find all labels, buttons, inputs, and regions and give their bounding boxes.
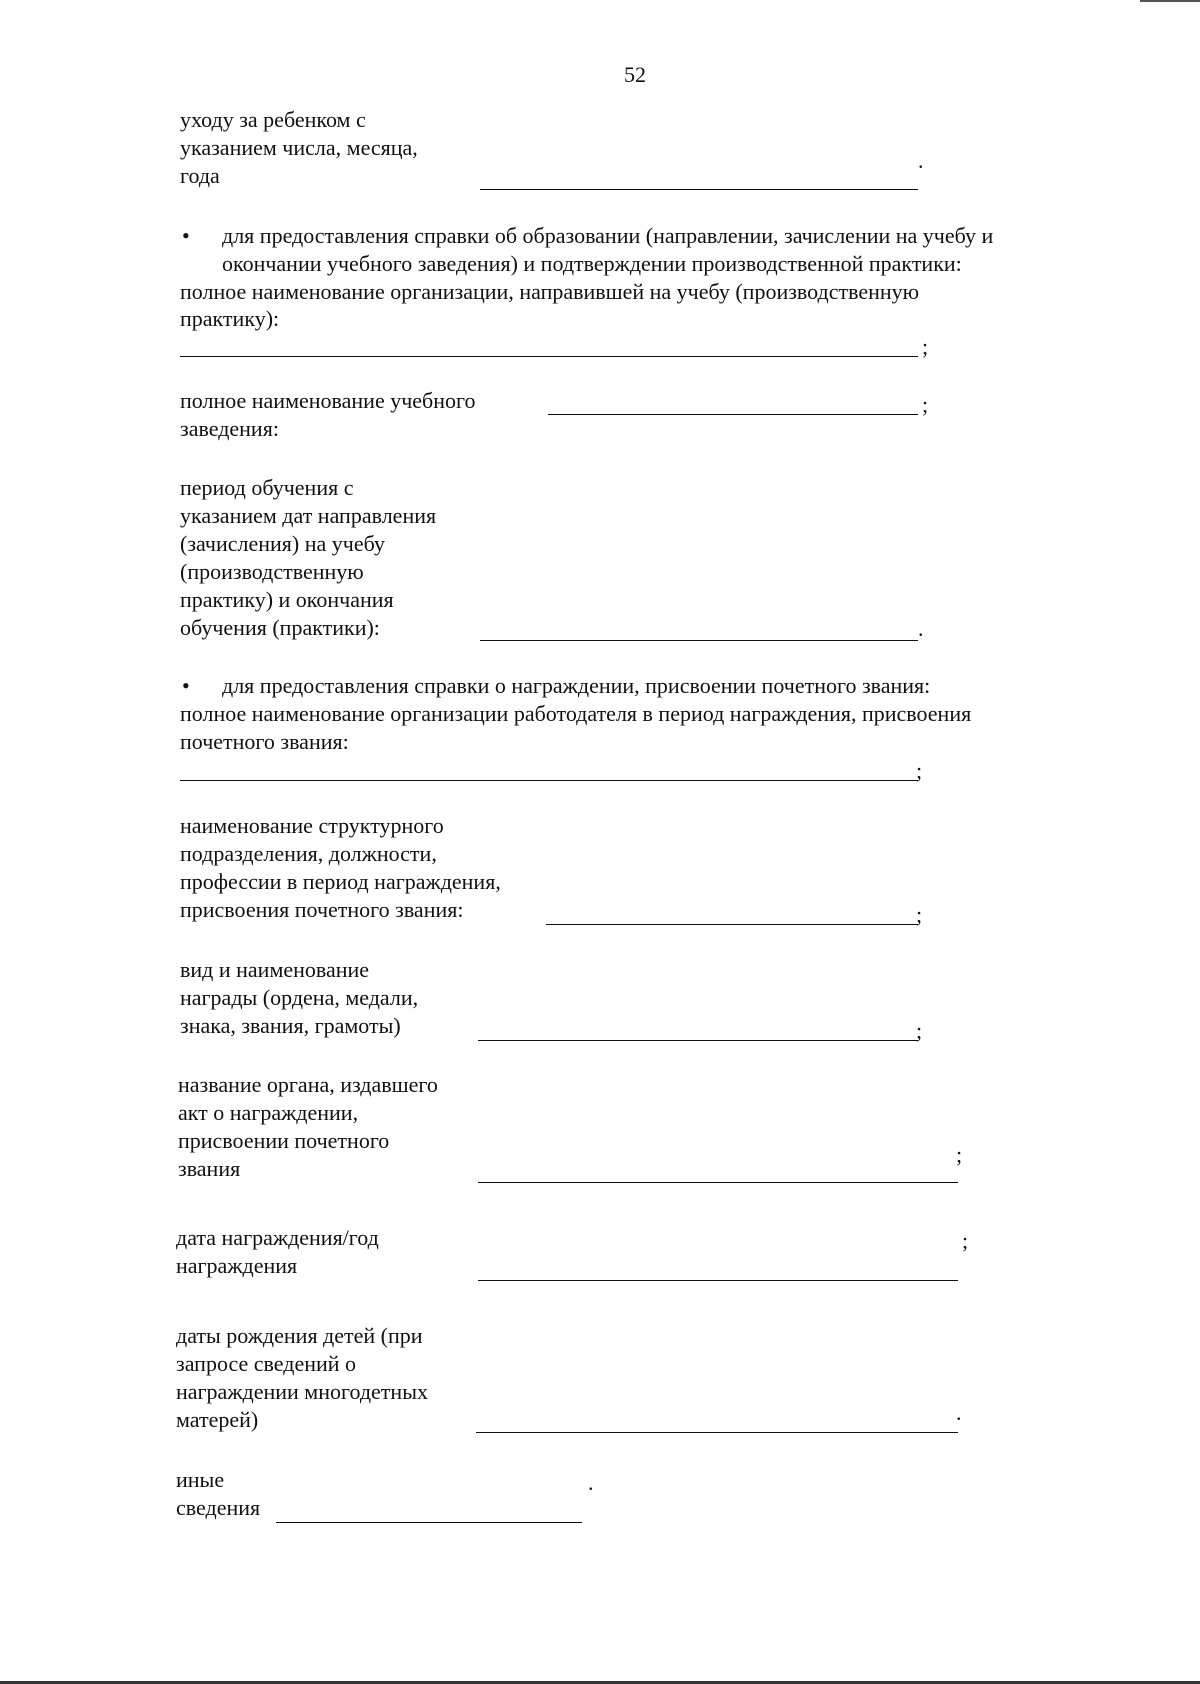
- award-bullet: •: [182, 673, 190, 698]
- other-end-mark: .: [588, 1470, 594, 1495]
- award-heading: для предоставления справки о награждении, присвоении почетного звания:: [222, 673, 931, 698]
- award-position-label-line-3: профессии в период награждения,: [180, 869, 501, 894]
- award-authority-end-mark: ;: [956, 1142, 963, 1167]
- award-kind-label-line-3: знака, звания, грамоты): [180, 1013, 401, 1038]
- award-position-label-line-4: присвоения почетного звания:: [180, 897, 464, 922]
- award-children-field[interactable]: [476, 1432, 958, 1433]
- childcare-label-line-2: указанием числа, месяца,: [180, 135, 418, 160]
- education-period-label-line-1: период обучения с: [180, 475, 354, 500]
- education-period-label-line-3: (зачисления) на учебу: [180, 531, 385, 556]
- award-children-label-line-2: запросе сведений о: [176, 1351, 357, 1376]
- education-org-label-line-1: полное наименование организации, направившей на учебу (производственную: [180, 279, 920, 304]
- education-period-label-line-4: (производственную: [180, 559, 364, 584]
- award-authority-label-line-2: акт о награждении,: [178, 1100, 359, 1125]
- award-date-label-line-1: дата награждения/год: [176, 1225, 379, 1250]
- education-period-label-line-2: указанием дат направления: [180, 503, 437, 528]
- award-children-label-line-3: награждении многодетных: [176, 1379, 428, 1404]
- award-org-field[interactable]: [180, 780, 918, 781]
- education-school-label-line-2: заведения:: [180, 416, 279, 441]
- education-period-label-line-5: практику) и окончания: [180, 587, 394, 612]
- award-children-label-line-1: даты рождения детей (при: [176, 1323, 423, 1348]
- award-children-end-mark: .: [956, 1400, 962, 1425]
- award-authority-label-line-3: присвоении почетного: [178, 1128, 390, 1153]
- education-heading-line-1: для предоставления справки об образовании (направлении, зачислении на учебу и: [222, 223, 994, 248]
- award-date-label-line-2: награждения: [176, 1253, 298, 1278]
- award-date-field[interactable]: [478, 1280, 958, 1281]
- award-org-label-line-1: полное наименование организации работодателя в период награждения, присвоения: [180, 701, 972, 726]
- other-label-line-2: сведения: [176, 1495, 261, 1520]
- childcare-end-mark: .: [918, 148, 924, 173]
- education-school-label-line-1: полное наименование учебного: [180, 388, 476, 413]
- education-org-end-mark: ;: [922, 334, 929, 359]
- education-heading-line-2: окончании учебного заведения) и подтверждении производственной практики:: [222, 251, 962, 276]
- award-children-label-line-4: матерей): [176, 1407, 259, 1432]
- award-kind-label-line-1: вид и наименование: [180, 957, 370, 982]
- award-authority-label-line-4: звания: [178, 1156, 241, 1181]
- award-kind-field[interactable]: [478, 1040, 918, 1041]
- award-position-field[interactable]: [546, 924, 918, 925]
- childcare-date-field[interactable]: [480, 189, 918, 190]
- education-bullet: •: [182, 223, 190, 248]
- award-date-end-mark: ;: [962, 1228, 969, 1253]
- award-kind-end-mark: ;: [916, 1018, 923, 1043]
- education-period-label-line-6: обучения (практики):: [180, 615, 380, 640]
- scan-edge-top: [1140, 0, 1200, 2]
- award-authority-label-line-1: название органа, издавшего: [178, 1072, 438, 1097]
- award-authority-field[interactable]: [478, 1182, 958, 1183]
- award-org-label-line-2: почетного звания:: [180, 729, 349, 754]
- other-label-line-1: иные: [176, 1467, 225, 1492]
- other-field[interactable]: [276, 1522, 582, 1523]
- award-position-label-line-1: наименование структурного: [180, 813, 444, 838]
- education-school-end-mark: ;: [922, 392, 929, 417]
- childcare-label-line-1: уходу за ребенком с: [180, 107, 366, 132]
- education-period-end-mark: .: [918, 616, 924, 641]
- page-number: 52: [624, 62, 646, 87]
- education-org-label-line-2: практику):: [180, 306, 280, 331]
- education-org-field[interactable]: [180, 356, 918, 357]
- award-org-end-mark: ;: [916, 758, 923, 783]
- award-kind-label-line-2: награды (ордена, медали,: [180, 985, 419, 1010]
- award-position-end-mark: ;: [916, 902, 923, 927]
- childcare-label-line-3: года: [180, 163, 220, 188]
- award-position-label-line-2: подразделения, должности,: [180, 841, 437, 866]
- education-period-field[interactable]: [480, 640, 918, 641]
- education-school-field[interactable]: [548, 414, 918, 415]
